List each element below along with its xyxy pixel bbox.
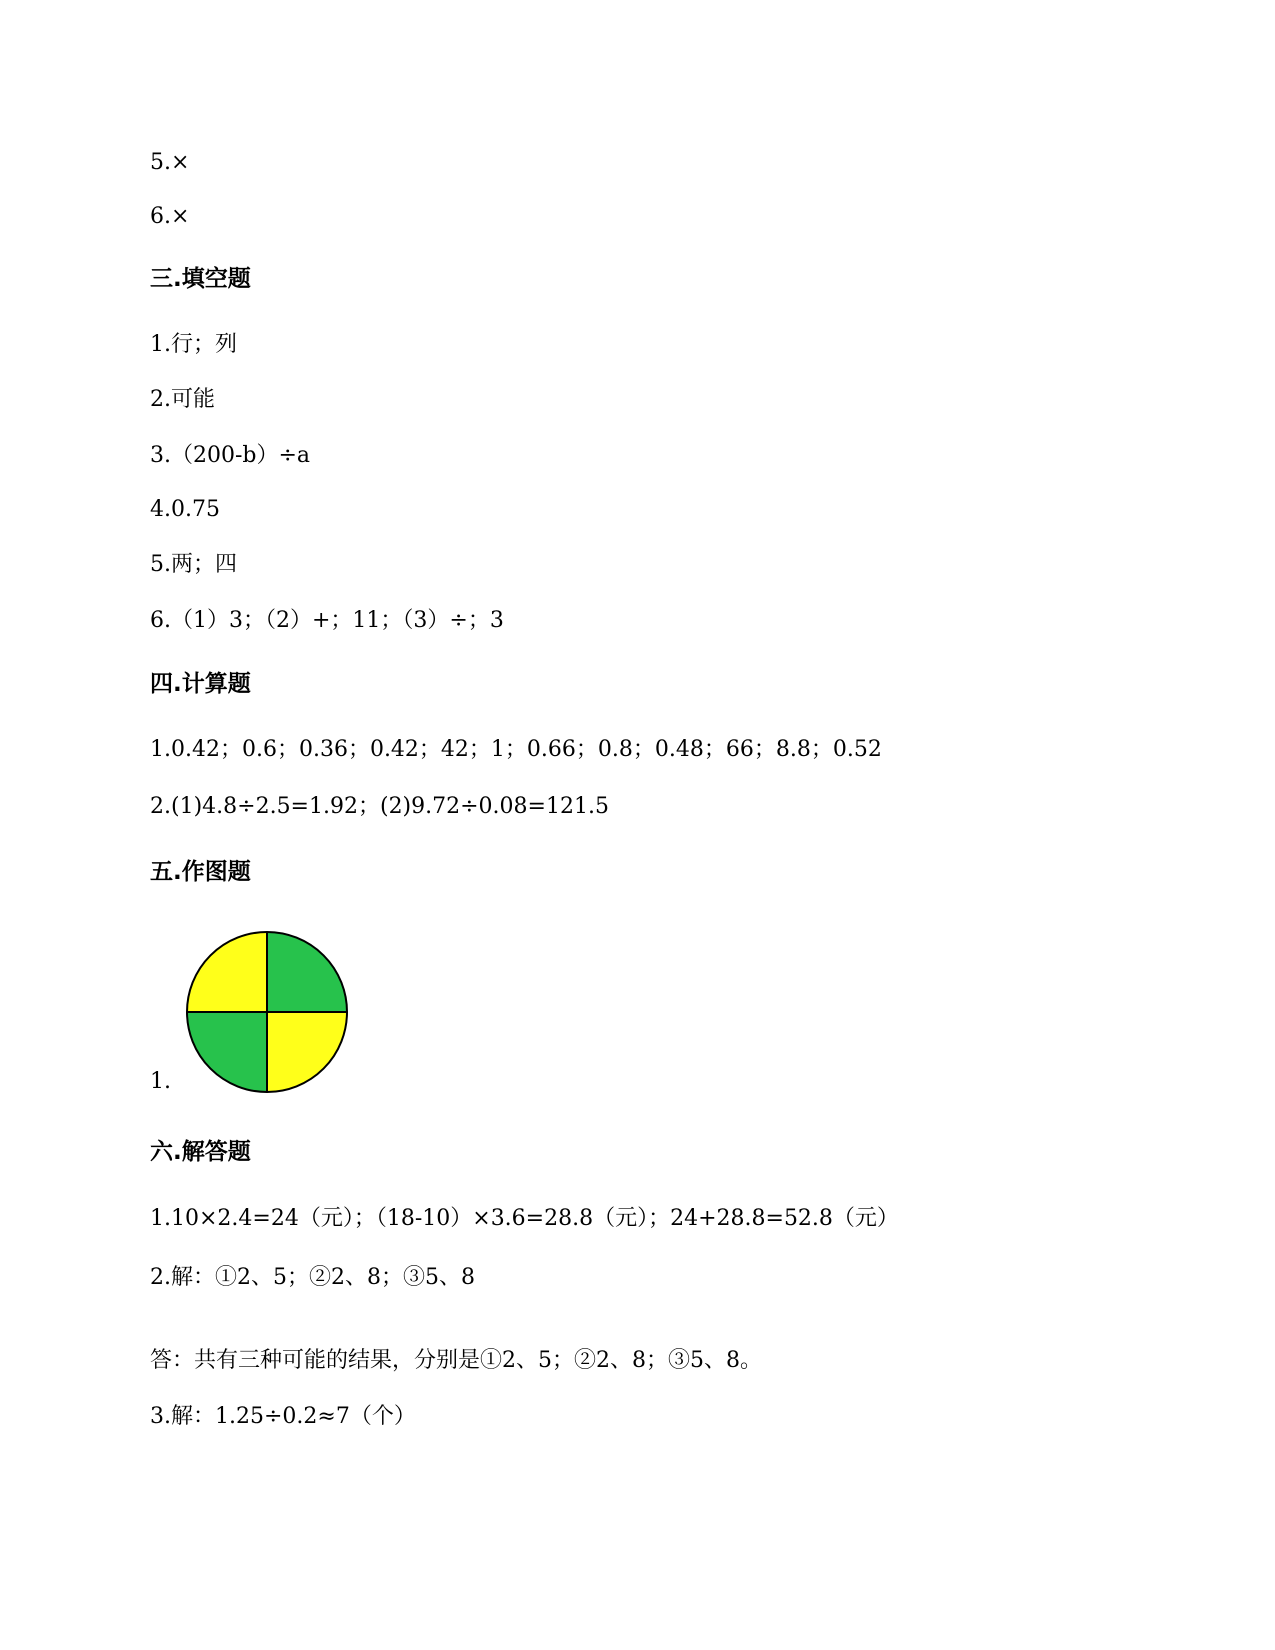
circle-quadrant-top-left [187,932,267,1012]
circle-quadrant-bottom-left [187,1012,267,1092]
quartered-circle-figure [185,930,349,1098]
fill-blank-answer-2: 2.可能 [150,387,215,412]
circle-quadrant-bottom-right [267,1012,347,1092]
solution-answer-3: 3.解：1.25÷0.2≈7（个） [150,1404,416,1429]
section-heading-fill-blank: 三.填空题 [150,266,251,292]
section-heading-calculation: 四.计算题 [150,671,251,697]
solution-answer-2-conclusion: 答：共有三种可能的结果，分别是①2、5；②2、8；③5、8。 [150,1348,762,1373]
judge-answer-6: 6.× [150,204,190,229]
solution-answer-1: 1.10×2.4=24（元）；（18-10）×3.6=28.8（元）；24+28.8=52.8（元） [150,1206,899,1231]
section-heading-drawing: 五.作图题 [150,859,251,885]
judge-answer-5: 5.× [150,150,190,175]
fill-blank-answer-3: 3.（200-b）÷a [150,443,311,468]
fill-blank-answer-1: 1.行；列 [150,332,237,357]
quartered-circle-svg [185,930,349,1094]
circle-quadrant-top-right [267,932,347,1012]
fill-blank-answer-4: 4.0.75 [150,497,220,522]
drawing-item-label: 1. [150,1069,171,1094]
solution-answer-2: 2.解：①2、5；②2、8；③5、8 [150,1265,475,1290]
calculation-answer-2: 2.(1)4.8÷2.5=1.92；(2)9.72÷0.08=121.5 [150,794,609,819]
section-heading-solution: 六.解答题 [150,1139,251,1165]
fill-blank-answer-5: 5.两；四 [150,552,237,577]
calculation-answer-1: 1.0.42；0.6；0.36；0.42；42；1；0.66；0.8；0.48；66；8.8；0.52 [150,737,882,762]
fill-blank-answer-6: 6.（1）3；（2）+；11；（3）÷；3 [150,608,504,633]
